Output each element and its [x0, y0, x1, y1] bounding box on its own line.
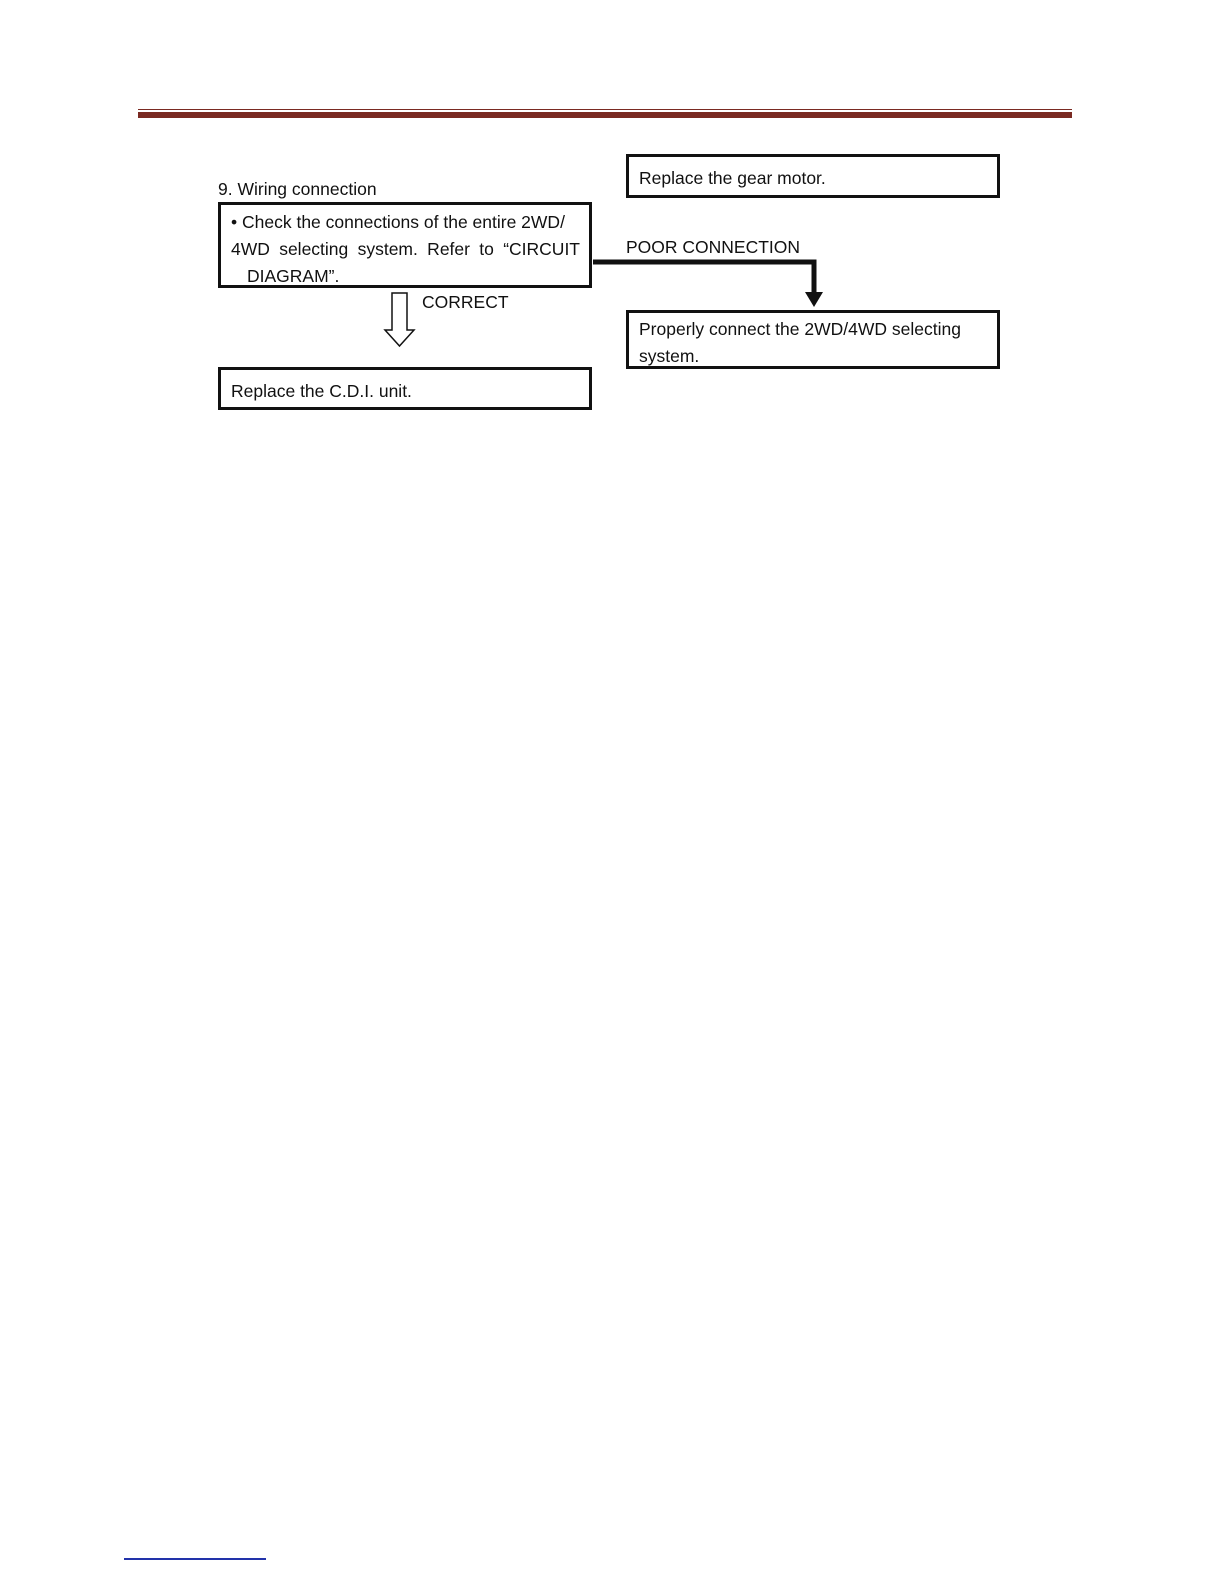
check-connections-box [218, 202, 592, 288]
poor-connection-arrow-line [593, 262, 814, 294]
replace-cdi-unit-text: Replace the C.D.I. unit. [231, 381, 412, 401]
properly-connect-line-2: system. [639, 346, 700, 366]
poor-connection-arrow-head-icon [805, 292, 823, 307]
section-title: 9. Wiring connection [218, 179, 377, 199]
replace-cdi-unit-box [218, 367, 592, 410]
check-connections-line-3: DIAGRAM”. [247, 266, 340, 286]
replace-gear-motor-text: Replace the gear motor. [639, 168, 826, 188]
check-connections-line-1: • Check the connections of the entire 2WD/ [231, 212, 565, 232]
poor-connection-label: POOR CONNECTION [626, 237, 801, 257]
correct-label: CORRECT [422, 292, 509, 312]
correct-arrow-icon [385, 293, 414, 346]
properly-connect-box [626, 310, 1000, 369]
footer-rule [124, 1558, 266, 1560]
check-connections-line-2: 4WD selecting system. Refer to “CIRCUIT [231, 239, 580, 259]
replace-gear-motor-box [626, 154, 1000, 198]
properly-connect-line-1: Properly connect the 2WD/4WD selecting [639, 319, 961, 339]
